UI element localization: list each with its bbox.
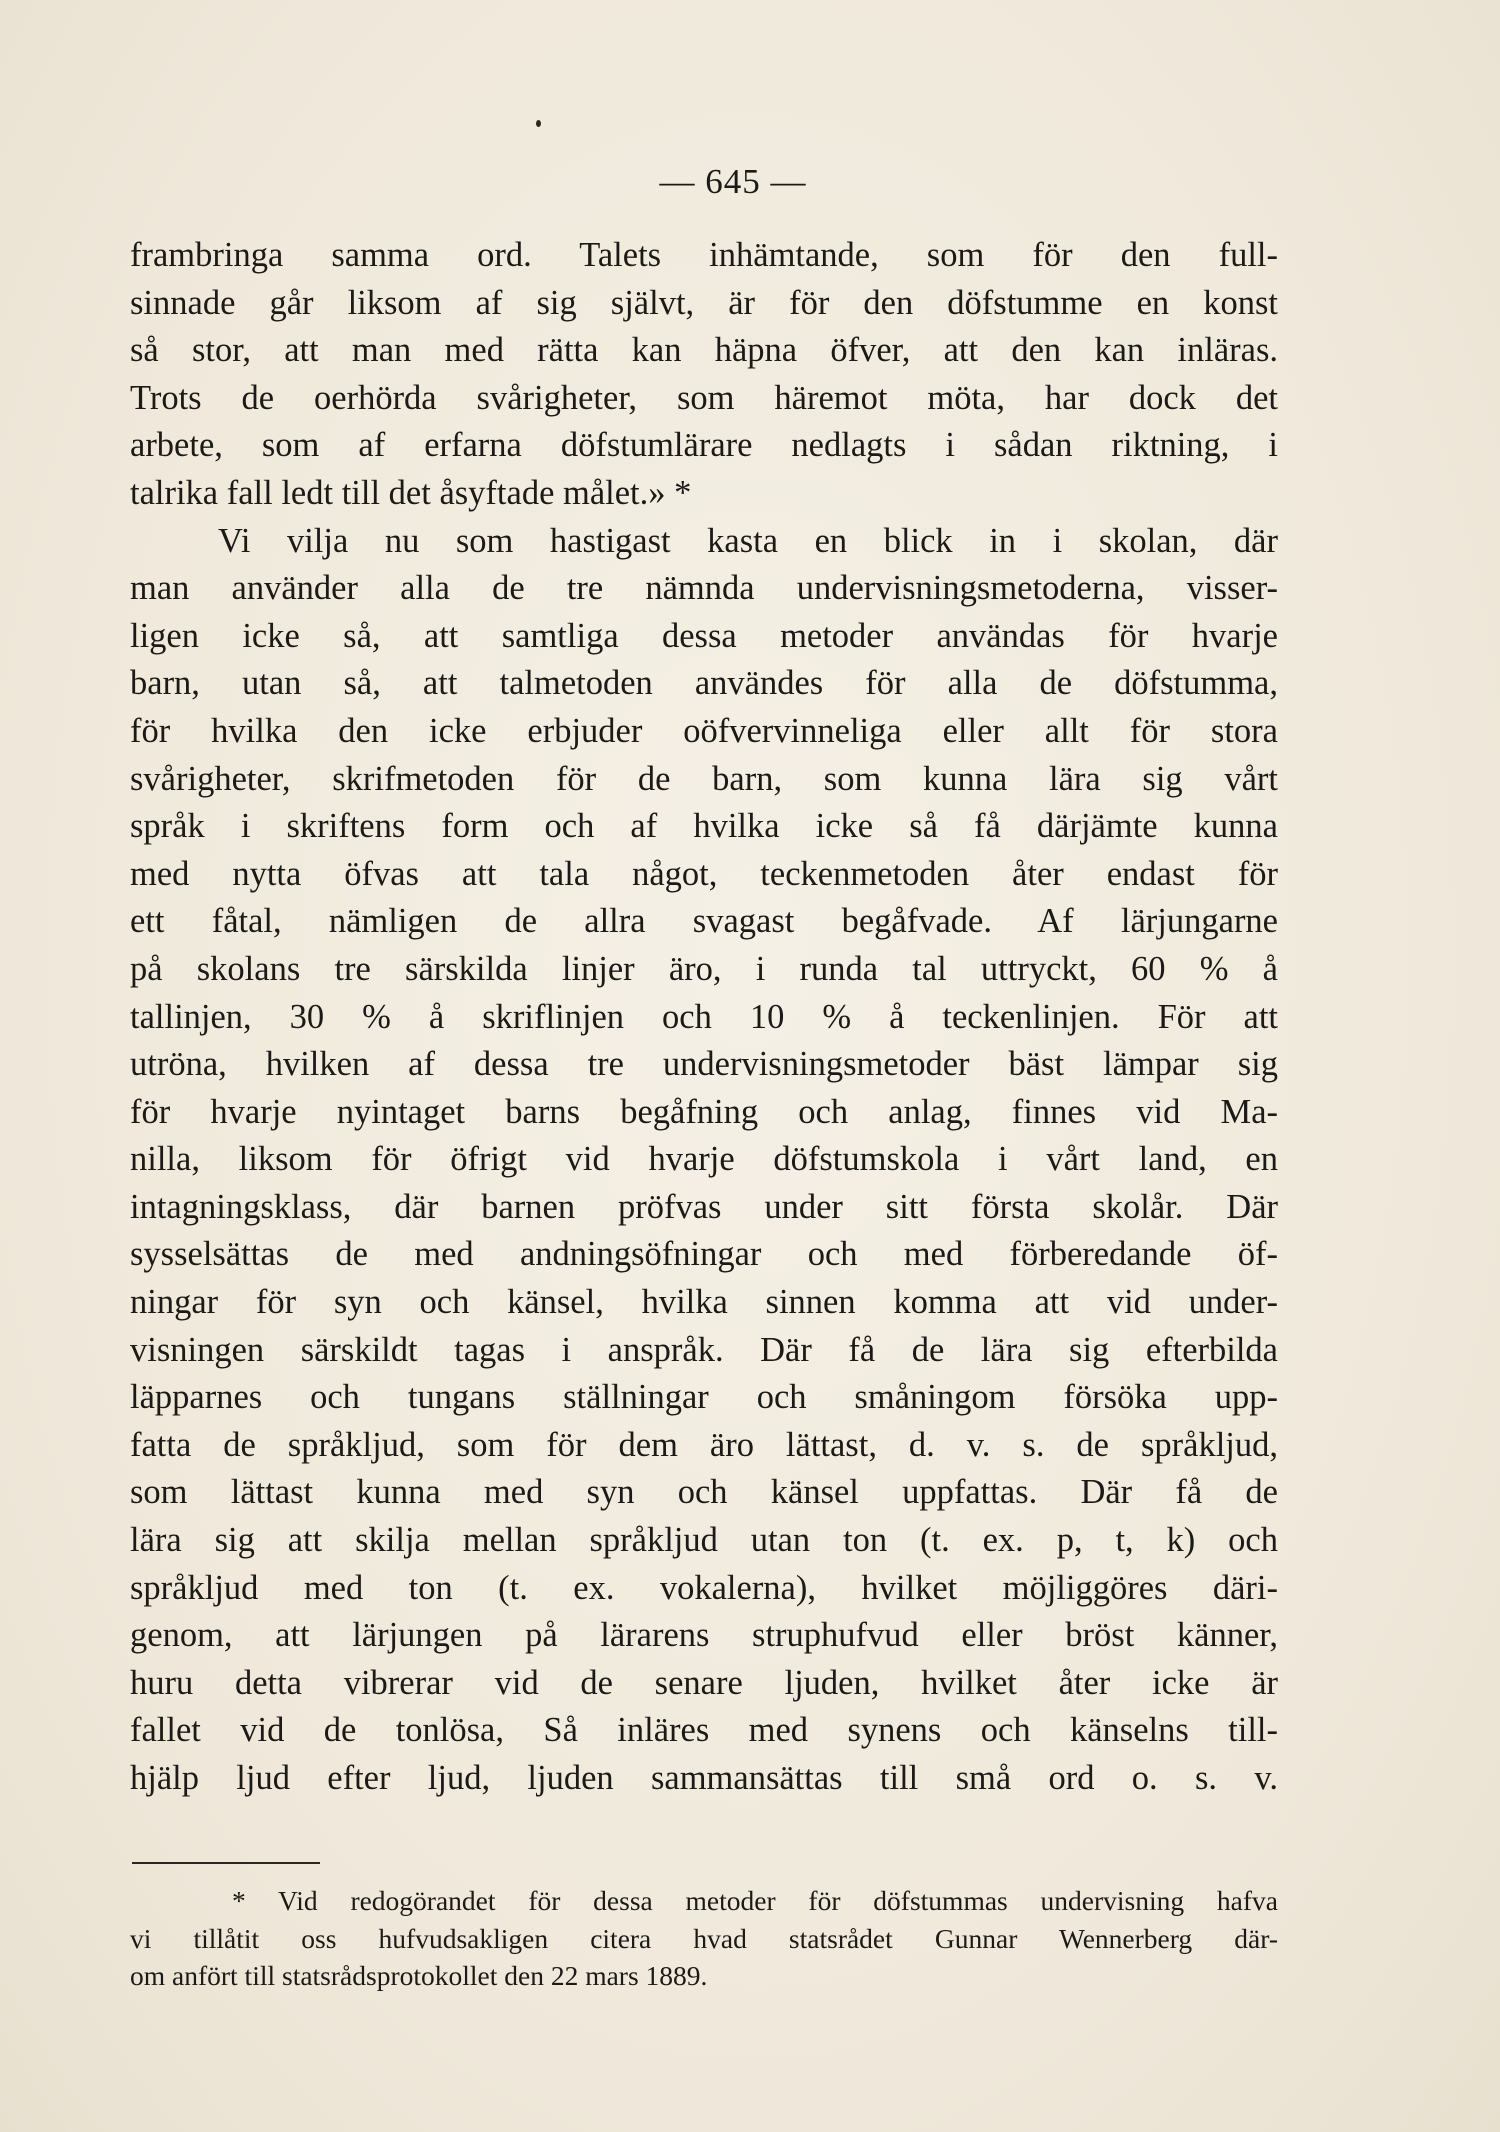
- text-line: genom, att lärjungen på lärarens struphufvud eller bröst känner,: [130, 1616, 1278, 1655]
- page-number: — 645 —: [659, 162, 807, 201]
- text-line: hjälp ljud efter ljud, ljuden sammansättas till små ord o. s. v.: [130, 1759, 1278, 1797]
- text-line: visningen särskildt tagas i anspråk. Där få de lära sig efterbilda: [130, 1330, 1278, 1369]
- text-line: barn, utan så, att talmetoden användes för alla de döfstumma,: [130, 664, 1278, 703]
- text-line: fatta de språkljud, som för dem äro lättast, d. v. s. de språkljud,: [130, 1425, 1278, 1464]
- text-line: talrika fall ledt till det åsyftade målet.» *: [130, 473, 692, 512]
- text-line: sysselsättas de med andningsöfningar och med förberedande öf-: [130, 1235, 1278, 1274]
- text-line: fallet vid de tonlösa, Så inläres med synens och känselns till-: [130, 1711, 1278, 1750]
- text-line: så stor, att man med rätta kan häpna öfver, att den kan inläras.: [130, 331, 1278, 370]
- main-text: [130, 232, 1278, 1803]
- text-line: med nytta öfvas att tala något, teckenmetoden åter endast för: [130, 854, 1278, 893]
- text-line: ett fåtal, nämligen de allra svagast begåfvade. Af lärjungarne: [130, 902, 1278, 941]
- footnote: [130, 1882, 1278, 1995]
- text-line: huru detta vibrerar vid de senare ljuden, hvilket åter icke är: [130, 1663, 1278, 1702]
- text-line: nilla, liksom för öfrigt vid hvarje döfstumskola i vårt land, en: [130, 1140, 1278, 1179]
- text-line: ligen icke så, att samtliga dessa metoder användas för hvarje: [130, 616, 1278, 655]
- text-line: arbete, som af erfarna döfstumlärare nedlagts i sådan riktning, i: [130, 426, 1278, 465]
- ink-speck: [536, 120, 541, 127]
- text-line: svårigheter, skrifmetoden för de barn, som kunna lära sig vårt: [130, 759, 1278, 798]
- text-line: frambringa samma ord. Talets inhämtande, som för den full-: [130, 236, 1278, 274]
- text-line: språkljud med ton (t. ex. vokalerna), hvilket möjliggöres däri-: [130, 1568, 1278, 1607]
- text-line: utröna, hvilken af dessa tre undervisningsmetoder bäst lämpar sig: [130, 1045, 1278, 1084]
- text-line: Vi vilja nu som hastigast kasta en blick in i skolan, där: [218, 521, 1278, 560]
- footnote-line: vi tillåtit oss hufvudsakligen citera hvad statsrådet Gunnar Wennerberg där-: [130, 1922, 1278, 1954]
- text-line: tallinjen, 30 % å skriflinjen och 10 % å teckenlinjen. För att: [130, 997, 1278, 1036]
- text-line: läpparnes och tungans ställningar och småningom försöka upp-: [130, 1378, 1278, 1417]
- text-line: Trots de oerhörda svårigheter, som häremot möta, har dock det: [130, 378, 1278, 417]
- text-line: som lättast kunna med syn och känsel uppfattas. Där få de: [130, 1473, 1278, 1512]
- text-line: lära sig att skilja mellan språkljud utan ton (t. ex. p, t, k) och: [130, 1521, 1278, 1560]
- footnote-line: * Vid redogörandet för dessa metoder för döfstummas undervisning hafva: [232, 1885, 1278, 1916]
- text-line: på skolans tre särskilda linjer äro, i runda tal uttryckt, 60 % å: [130, 949, 1278, 988]
- text-line: språk i skriftens form och af hvilka icke så få därjämte kunna: [130, 807, 1278, 846]
- text-line: sinnade går liksom af sig självt, är för den döfstumme en konst: [130, 283, 1278, 322]
- text-line: ningar för syn och känsel, hvilka sinnen komma att vid under-: [130, 1283, 1278, 1322]
- text-line: för hvilka den icke erbjuder oöfvervinneliga eller allt för stora: [130, 711, 1278, 750]
- footnote-line: om anfört till statsrådsprotokollet den 22 mars 1889.: [130, 1960, 708, 1991]
- footnote-divider: [132, 1862, 320, 1864]
- text-line: för hvarje nyintaget barns begåfning och anlag, finnes vid Ma-: [130, 1092, 1278, 1131]
- text-line: man använder alla de tre nämnda undervisningsmetoderna, visser-: [130, 569, 1278, 608]
- text-line: intagningsklass, där barnen pröfvas under sitt första skolår. Där: [130, 1187, 1278, 1226]
